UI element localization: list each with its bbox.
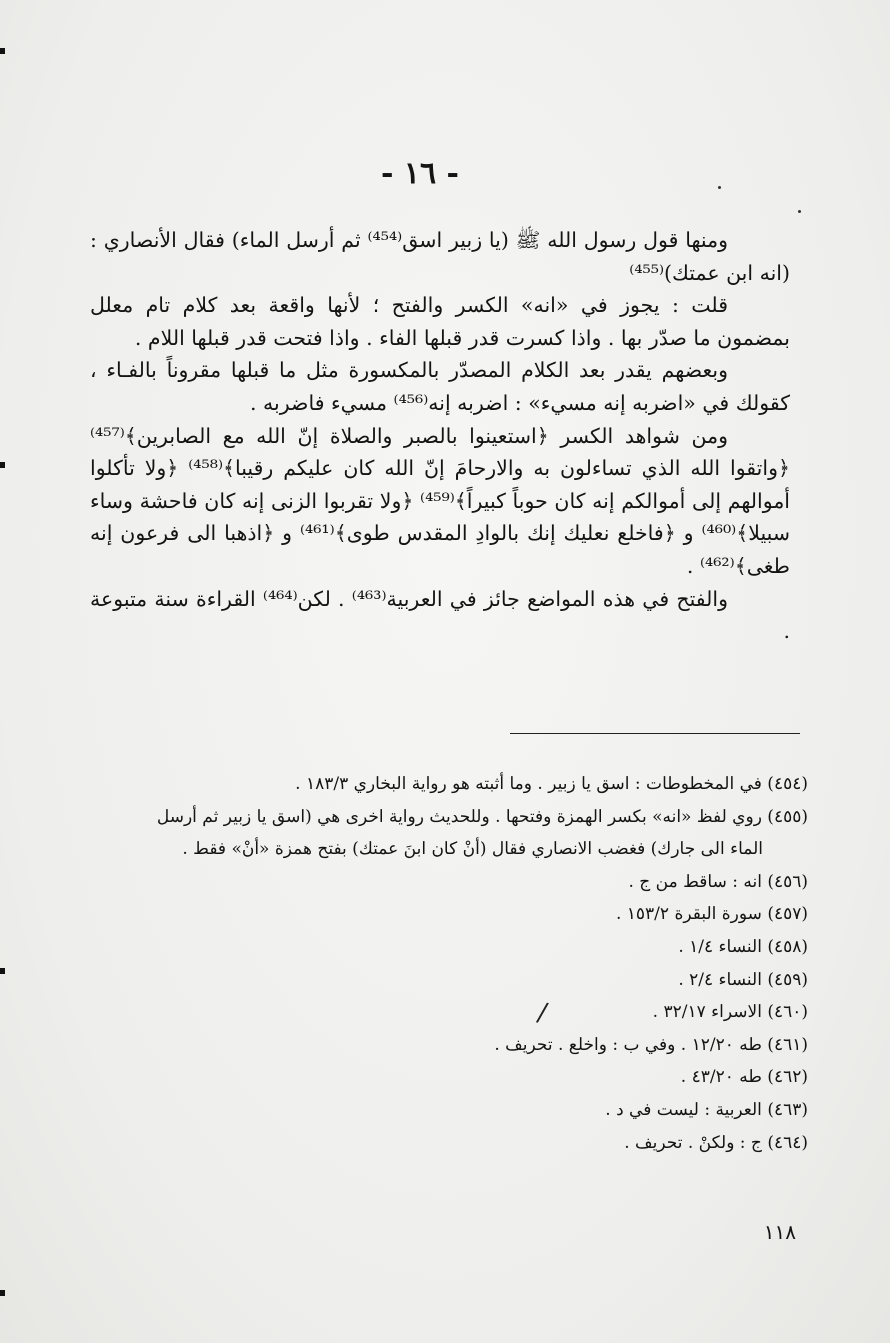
footnote-462: (٤٦٢) طه ٤٣/٢٠ . (680, 1067, 808, 1088)
footnote-460: (٤٦٠) الاسراء ٣٢/١٧ . (652, 1002, 808, 1023)
footnote-459: (٤٥٩) النساء ٢/٤ . (678, 969, 808, 990)
paragraph-quranic-evidence: ومن شواهد الكسر ﴿استعينوا بالصبر والصلاة إنّ الله مع الصابرين﴾⁽⁴⁵⁷⁾ ﴿واتقوا الله الذي تساءلون به والارحامَ إنّ الله كان عليكم رقيبا﴾⁽⁴⁵⁸⁾ ﴿ولا تأكلوا أموالهم إلى أموالكم إنه كان حوباً كبيراً﴾⁽⁴⁵⁹⁾ ﴿ولا تقربوا الزنى إنه كان فاحشة وساء سبيلا﴾⁽⁴⁶⁰⁾ و ﴿فاخلع نعليك إنك بالوادِ المقدس طوى﴾⁽⁴⁶¹⁾ و ﴿اذهبا الى فرعون إنه طغى﴾⁽⁴⁶²⁾ . (90, 423, 790, 578)
page-number: ١١٨ (763, 1220, 796, 1244)
scan-speck (798, 210, 801, 213)
scan-edge-mark (0, 968, 5, 974)
scan-edge-mark (0, 1290, 5, 1296)
footnote-463: (٤٦٣) العربية : ليست في د . (605, 1099, 808, 1120)
footnote-456: (٤٥٦) انه : ساقط من ج . (628, 871, 808, 892)
footnote-458: (٤٥٨) النساء ١/٤ . (678, 936, 808, 957)
footnote-454: (٤٥٤) في المخطوطات : اسق يا زبير . وما أثبته هو رواية البخاري ١٨٣/٣ . (295, 774, 808, 794)
footnote-457: (٤٥٧) سورة البقرة ١٥٣/٢ . (615, 904, 808, 925)
main-text (90, 224, 790, 648)
footnote-455: (٤٥٥) روي لفظ «انه» بكسر الهمزة وفتحها . وللحديث رواية اخرى هي (اسق يا زبير ثم أرسل (156, 806, 808, 827)
paragraph-estimation: وبعضهم يقدر بعد الكلام المصدّر بالمكسورة مثل ما قبلها مقروناً بالفـاء ، كقولك في «اضربه إنه مسيء» : اضربه إنه⁽⁴⁵⁶⁾ مسيء فاضربه . (90, 358, 790, 415)
scan-edge-mark (0, 462, 5, 468)
footnote-455-continued: الماء الى جارك) فغضب الانصاري فقال (أنْ كان ابنَ عمتك) بفتح همزة «أنْ» فقط . (182, 839, 763, 860)
paragraph-conclusion: والفتح في هذه المواضع جائز في العربية⁽⁴⁶³⁾ . لكن⁽⁴⁶⁴⁾ القراءة سنة متبوعة . (90, 586, 790, 644)
section-number: - ١٦ - (380, 156, 460, 191)
pen-slash-mark: / (534, 997, 550, 1029)
footnotes (88, 768, 808, 1159)
scan-edge-mark (0, 48, 5, 54)
footnote-divider (510, 733, 800, 734)
paragraph-ruling: قلت : يجوز في «انه» الكسر والفتح ؛ لأنها واقعة بعد كلام تام معلل بمضمون ما صدّر بها . واذا كسرت قدر قبلها الفاء . واذا فتحت قدر قبلها اللام . (90, 293, 790, 350)
footnote-464: (٤٦٤) ج : ولكنْ . تحريف . (624, 1132, 808, 1153)
paragraph-hadith: ومنها قول رسول الله ﷺ (يا زبير اسق⁽⁴⁵⁴⁾ ثم أرسل الماء) فقال الأنصاري : (انه ابن عمتك)⁽⁴⁵⁵⁾ (90, 228, 790, 285)
footnote-461: (٤٦١) طه ١٢/٢٠ . وفي ب : واخلع . تحريف . (494, 1034, 808, 1055)
